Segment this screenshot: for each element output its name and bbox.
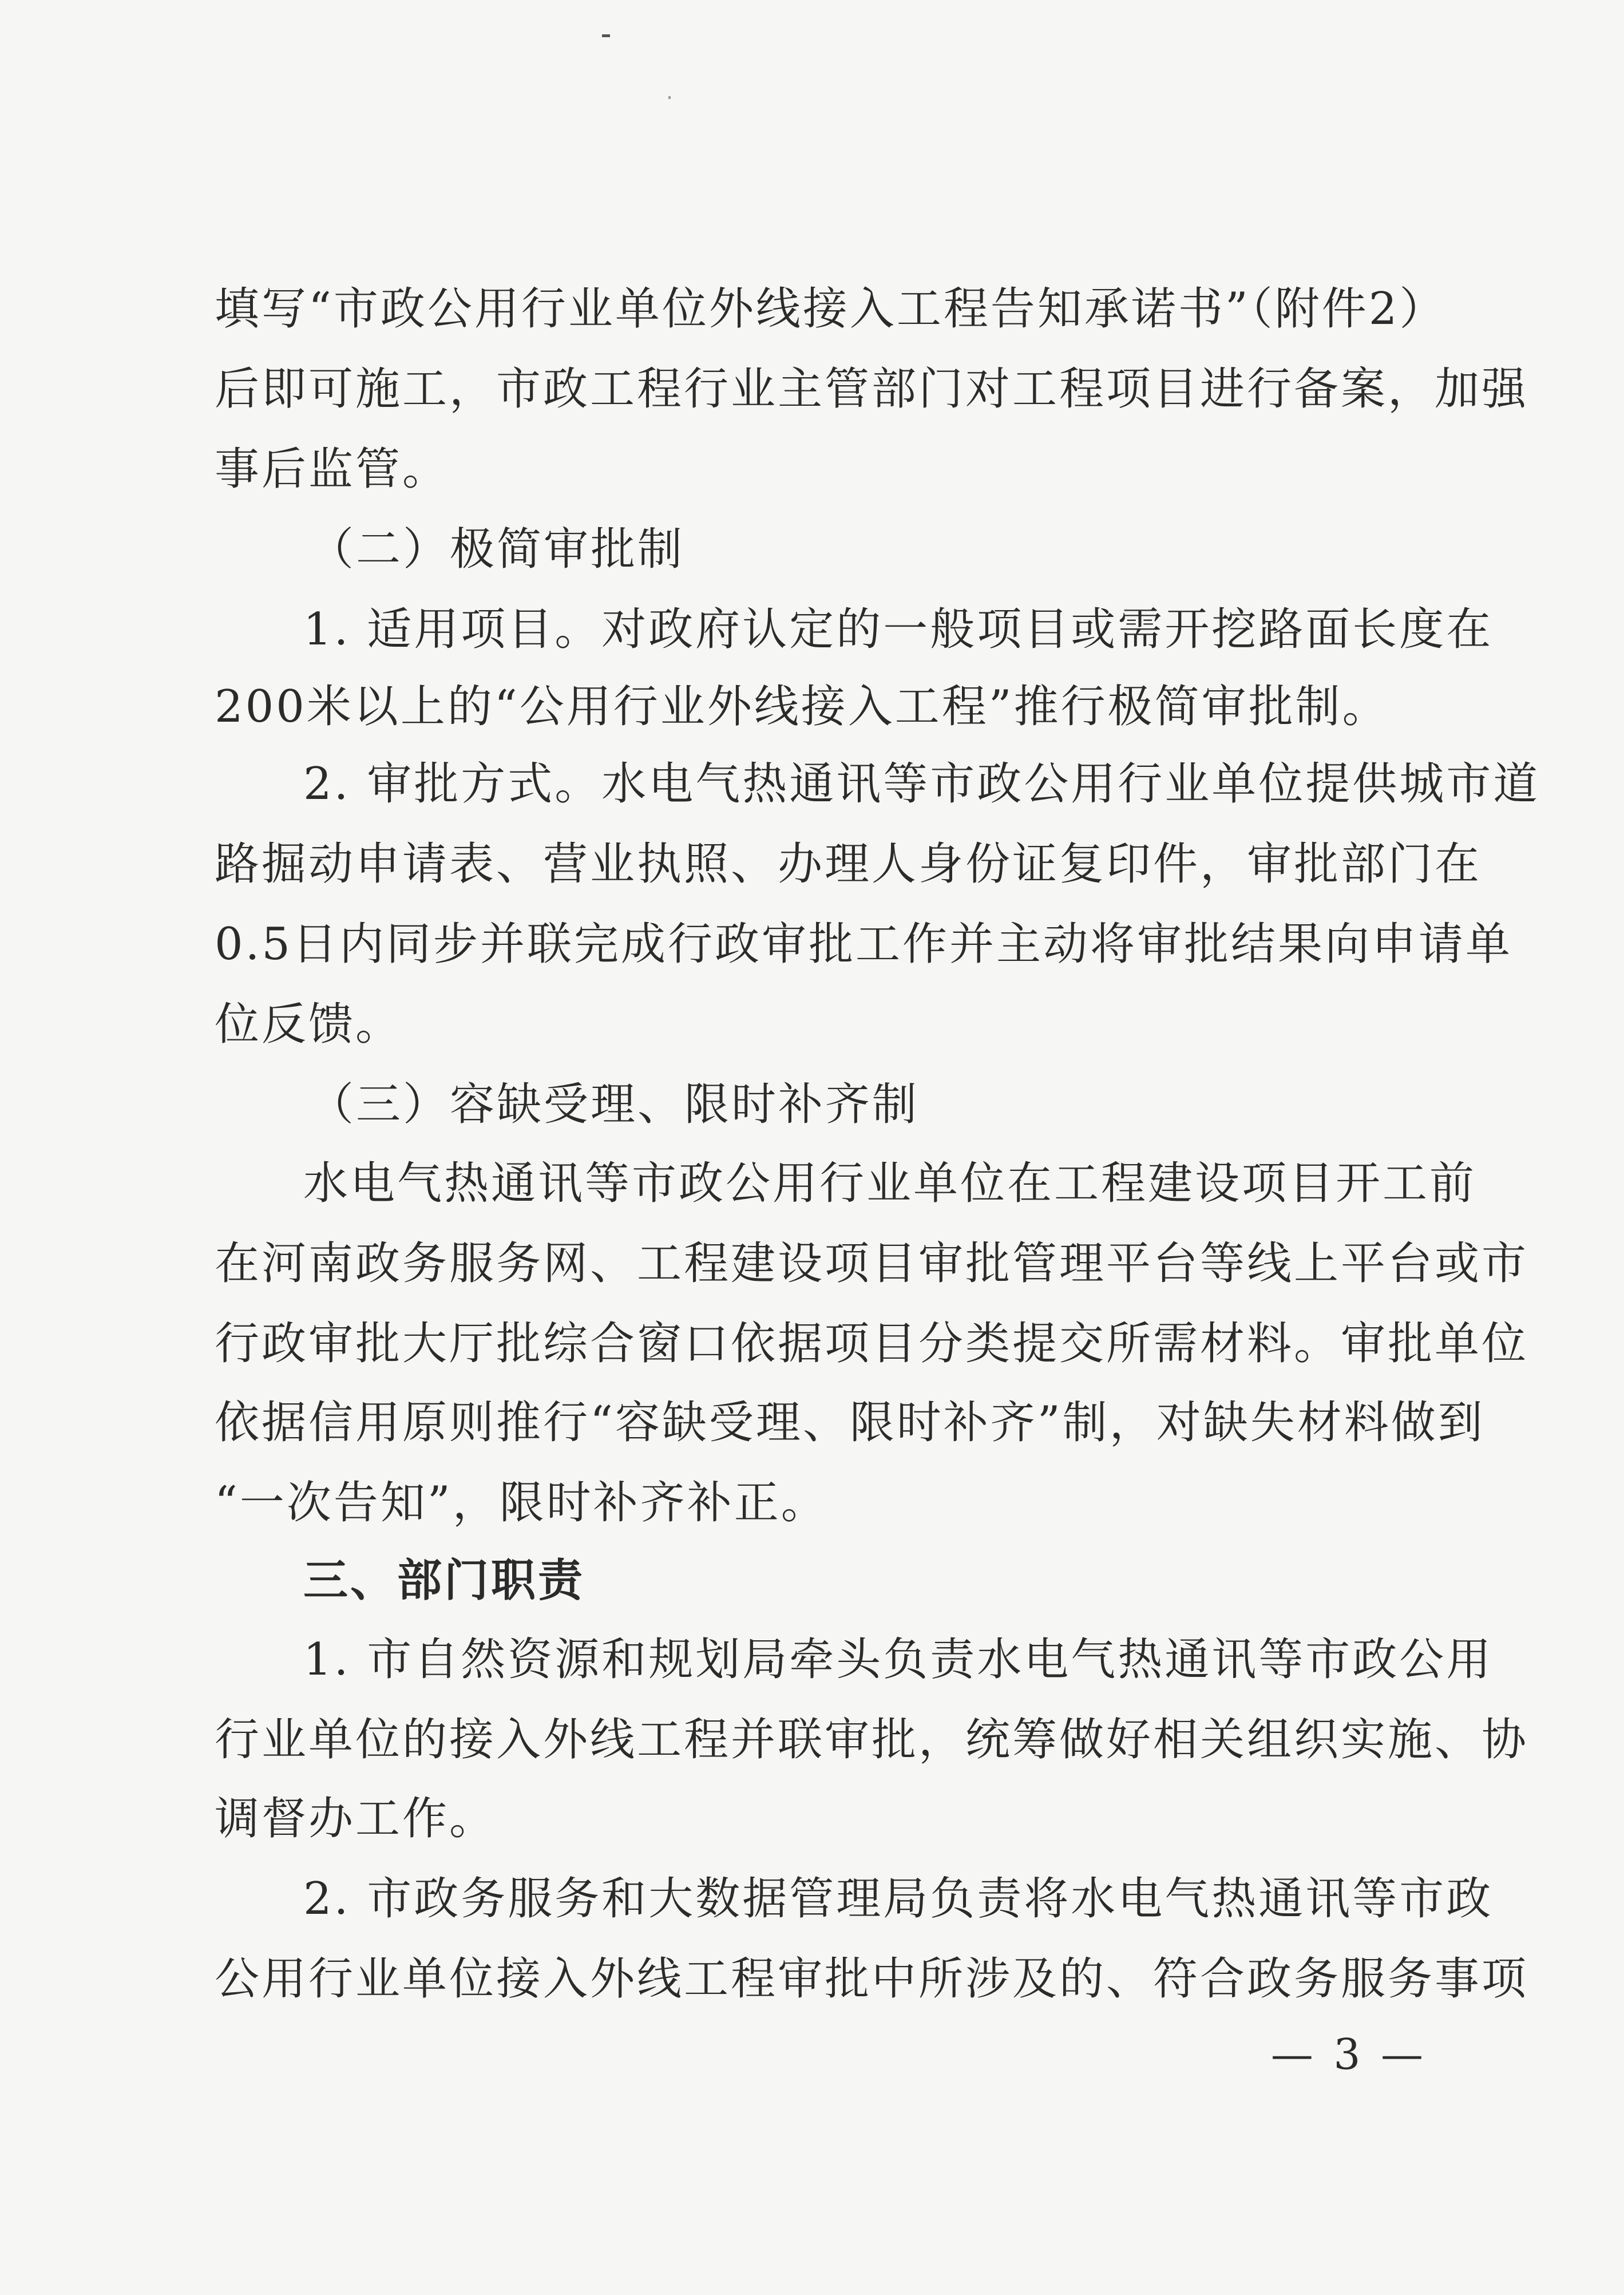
body-line: 调督办工作。 [215, 1793, 497, 1845]
chapter-heading: 三、部门职责 [303, 1554, 585, 1607]
body-line: “一次告知”，限时补齐补正。 [215, 1477, 828, 1529]
body-line: 位反馈。 [215, 999, 403, 1050]
body-line: 路掘动申请表、营业执照、办理人身份证复印件，审批部门在 [215, 838, 1482, 890]
body-line: 0.5日内同步并联完成行政审批工作并主动将审批结果向申请单 [215, 919, 1513, 970]
body-line: 200米以上的“公用行业外线接入工程”推行极简审批制。 [215, 681, 1389, 733]
scan-mark [602, 34, 610, 37]
body-line: 事后监管。 [215, 444, 450, 495]
body-line: 公用行业单位接入外线工程审批中所涉及的、符合政务服务事项 [215, 1953, 1529, 2005]
section-heading: （二）极简审批制 [309, 524, 685, 575]
body-line: 1. 市自然资源和规划局牵头负责水电气热通讯等市政公用 [303, 1634, 1494, 1685]
body-line: 行政审批大厅批综合窗口依据项目分类提交所需材料。审批单位 [215, 1318, 1529, 1370]
body-line: 2. 市政务服务和大数据管理局负责将水电气热通讯等市政 [303, 1873, 1494, 1925]
body-line: 水电气热通讯等市政公用行业单位在工程建设项目开工前 [303, 1158, 1477, 1209]
body-line: 1. 适用项目。对政府认定的一般项目或需开挖路面长度在 [303, 604, 1494, 655]
scan-mark [668, 96, 671, 99]
body-line: 在河南政务服务网、工程建设项目审批管理平台等线上平台或市 [215, 1238, 1529, 1289]
body-line: 依据信用原则推行“容缺受理、限时补齐”制，对缺失材料做到 [215, 1397, 1485, 1449]
body-line: 填写“市政公用行业单位外线接入工程告知承诺书”（附件2） [215, 283, 1447, 335]
section-heading: （三）容缺受理、限时补齐制 [309, 1079, 920, 1130]
body-line: 2. 审批方式。水电气热通讯等市政公用行业单位提供城市道 [303, 758, 1540, 810]
page-number: — 3 — [1270, 2030, 1427, 2079]
body-line: 行业单位的接入外线工程并联审批，统筹做好相关组织实施、协 [215, 1714, 1529, 1766]
body-line: 后即可施工，市政工程行业主管部门对工程项目进行备案，加强 [215, 363, 1529, 415]
